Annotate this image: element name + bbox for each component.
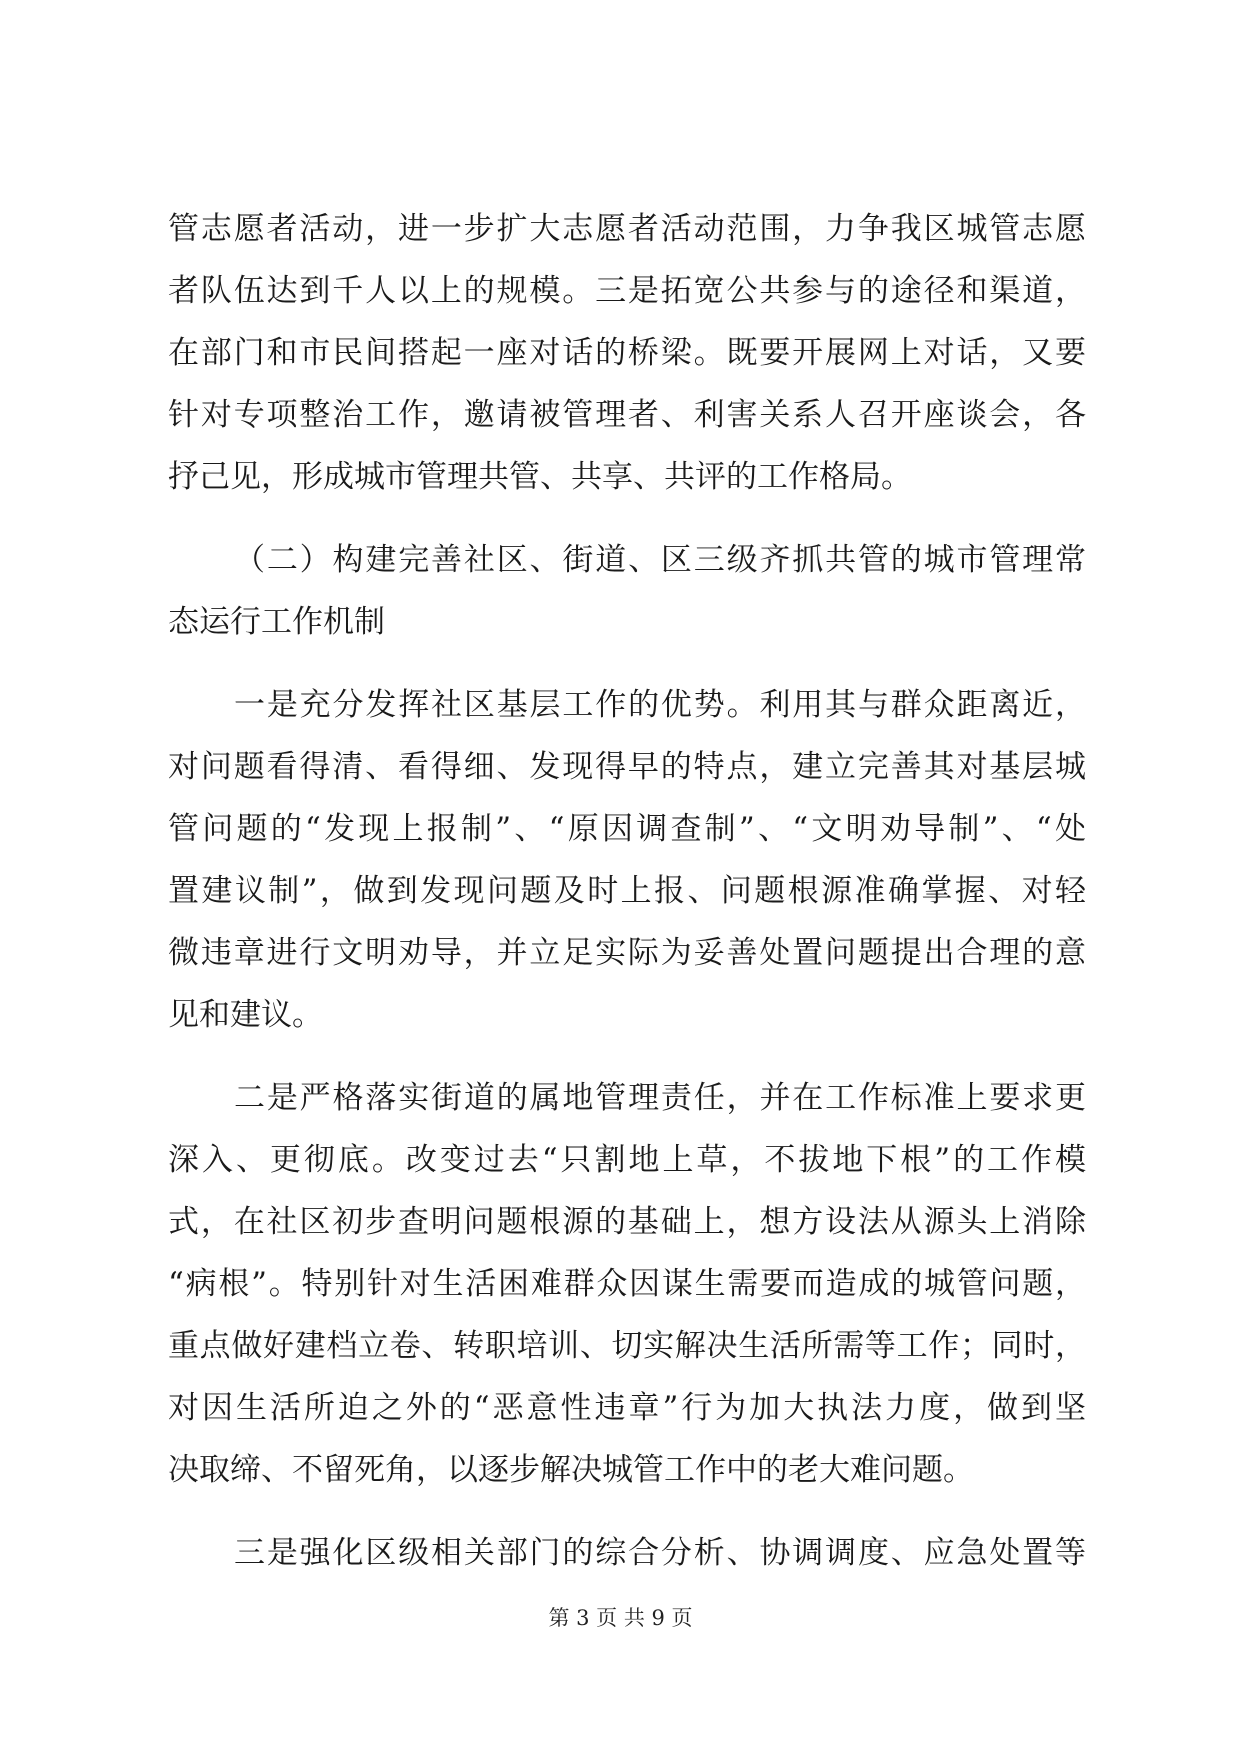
section-heading-line: （二）构建完善社区、街道、区三级齐抓共管的城市管理常 [234,542,1086,578]
body-line: 微违章进行文明劝导，并立足实际为妥善处置问题提出合理的意 [168,935,1086,971]
body-line: 对问题看得清、看得细、发现得早的特点，建立完善其对基层城 [168,749,1086,785]
body-line: 在部门和市民间搭起一座对话的桥梁。既要开展网上对话，又要 [168,335,1086,371]
body-line: 见和建议。 [168,997,323,1033]
body-line: 重点做好建档立卷、转职培训、切实解决生活所需等工作；同时， [168,1328,1086,1364]
body-line: 者队伍达到千人以上的规模。三是拓宽公共参与的途径和渠道， [168,273,1086,309]
body-line: 管问题的“发现上报制”、“原因调查制”、“文明劝导制”、“处 [168,811,1086,847]
body-line: 置建议制”，做到发现问题及时上报、问题根源准确掌握、对轻 [168,873,1086,909]
body-line: “病根”。特别针对生活困难群众因谋生需要而造成的城管问题， [168,1266,1086,1302]
body-line: 针对专项整治工作，邀请被管理者、利害关系人召开座谈会，各 [168,397,1086,433]
body-line: 深入、更彻底。改变过去“只割地上草，不拔地下根”的工作模 [168,1142,1086,1178]
section-heading-line: 态运行工作机制 [168,604,385,640]
body-line: 二是严格落实街道的属地管理责任，并在工作标准上要求更 [234,1080,1086,1116]
body-line: 决取缔、不留死角，以逐步解决城管工作中的老大难问题。 [168,1452,974,1488]
body-line: 管志愿者活动，进一步扩大志愿者活动范围，力争我区城管志愿 [168,211,1086,247]
body-line: 抒己见，形成城市管理共管、共享、共评的工作格局。 [168,459,912,495]
body-line: 对因生活所迫之外的“恶意性违章”行为加大执法力度，做到坚 [168,1390,1086,1426]
page-number-footer: 第 3 页 共 9 页 [548,1606,693,1630]
body-line: 一是充分发挥社区基层工作的优势。利用其与群众距离近， [234,687,1086,723]
body-line: 式，在社区初步查明问题根源的基础上，想方设法从源头上消除 [168,1204,1086,1240]
body-line: 三是强化区级相关部门的综合分析、协调调度、应急处置等 [234,1535,1086,1571]
